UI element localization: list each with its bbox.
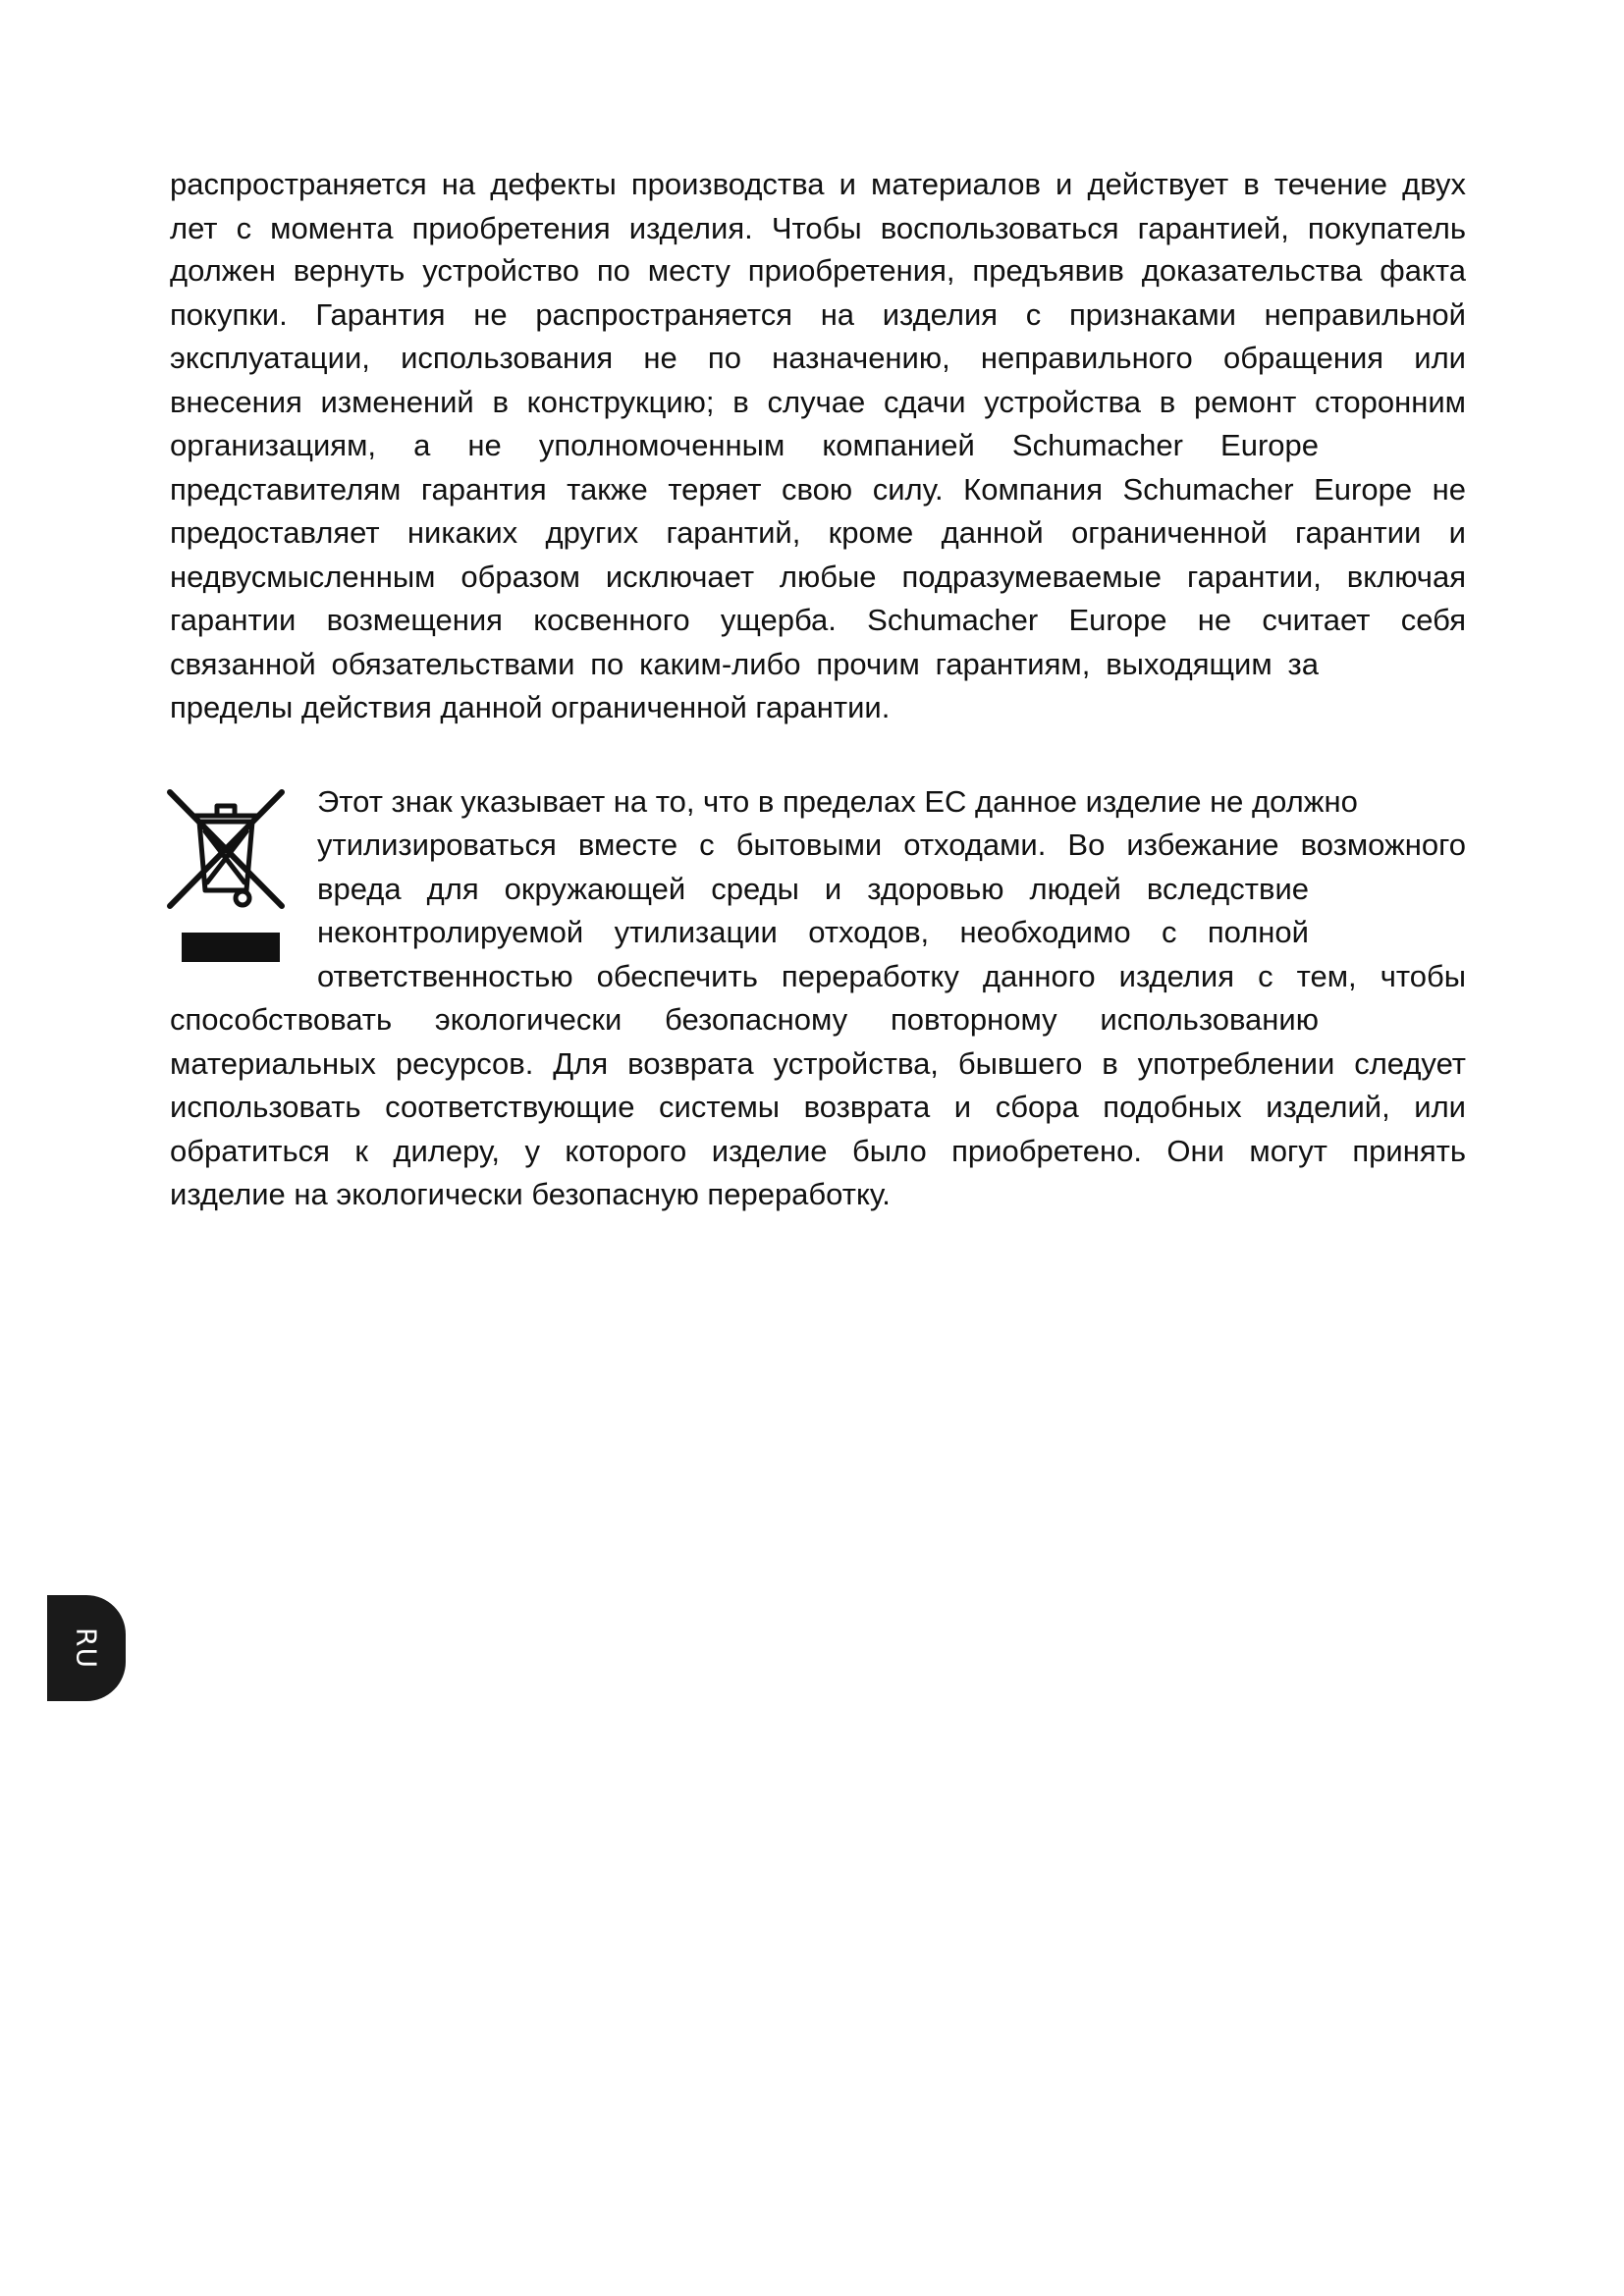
warranty-line: лет с момента приобретения изделия. Чтобы воспользоваться гарантией, покупатель: [170, 211, 1466, 245]
warranty-line: гарантии возмещения косвенного ущерба. Schumacher Europe не считает себя: [170, 603, 1466, 637]
warranty-line: распространяется на дефекты производства и материалов и действует в течение двух: [170, 167, 1466, 201]
crossed-out-wheelie-bin-icon: [162, 780, 290, 972]
warranty-line: связанной обязательствами по каким-либо прочим гарантиям, выходящим за: [170, 647, 1319, 681]
disposal-line: Этот знак указывает на то, что в пределах ЕС данное изделие не должно: [317, 784, 1358, 819]
disposal-line: вреда для окружающей среды и здоровью людей вследствие: [317, 872, 1309, 906]
warranty-line: предоставляет никаких других гарантий, кроме данной ограниченной гарантии и: [170, 515, 1466, 550]
disposal-line: утилизироваться вместе с бытовыми отходами. Во избежание возможного: [317, 828, 1466, 862]
disposal-line: ответственностью обеспечить переработку данного изделия с тем, чтобы: [317, 959, 1466, 993]
disposal-line: неконтролируемой утилизации отходов, необходимо с полной: [317, 915, 1309, 949]
warranty-line: должен вернуть устройство по месту приобретения, предъявив доказательства факта: [170, 253, 1466, 288]
warranty-line: внесения изменений в конструкцию; в случае сдачи устройства в ремонт сторонним: [170, 385, 1466, 419]
disposal-line: способствовать экологически безопасному повторному использованию: [170, 1002, 1319, 1037]
disposal-line: материальных ресурсов. Для возврата устройства, бывшего в употреблении следует: [170, 1046, 1466, 1081]
language-tab-label: RU: [70, 1628, 103, 1669]
warranty-line: недвусмысленным образом исключает любые подразумеваемые гарантии, включая: [170, 560, 1466, 594]
warranty-line: представителям гарантия также теряет свою силу. Компания Schumacher Europe не: [170, 472, 1466, 507]
warranty-line: эксплуатации, использования не по назначению, неправильного обращения или: [170, 341, 1466, 375]
disposal-line: обратиться к дилеру, у которого изделие было приобретено. Они могут принять: [170, 1134, 1466, 1168]
disposal-line: использовать соответствующие системы возврата и сбора подобных изделий, или: [170, 1090, 1466, 1124]
warranty-line: организациям, а не уполномоченным компанией Schumacher Europe: [170, 428, 1319, 462]
disposal-line: изделие на экологически безопасную переработку.: [170, 1177, 891, 1211]
warranty-line: покупки. Гарантия не распространяется на изделия с признаками неправильной: [170, 297, 1466, 332]
warranty-line: пределы действия данной ограниченной гарантии.: [170, 690, 891, 724]
